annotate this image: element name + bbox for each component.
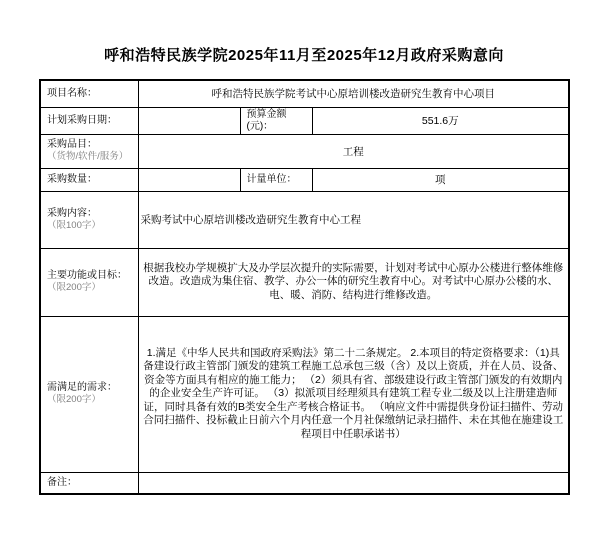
row-date-budget	[40, 107, 569, 134]
content-sublabel: （限100字）	[47, 219, 101, 231]
content-value: 采购考试中心原培训楼改造研究生教育中心工程	[138, 191, 569, 248]
function-goal-label-cell	[40, 248, 138, 316]
budget-value: 551.6万	[312, 107, 569, 134]
row-quantity-unit	[40, 168, 569, 191]
row-function-goal	[40, 248, 569, 316]
procurement-form-table	[39, 79, 570, 495]
requirements-sublabel: （限200字）	[47, 394, 101, 405]
category-label: 采购品目：	[47, 139, 97, 150]
remarks-label: 备注：	[40, 472, 138, 494]
remarks-value	[138, 472, 569, 494]
unit-value: 项	[312, 168, 569, 191]
unit-label: 计量单位：	[240, 168, 312, 191]
budget-label: 预算金额(元)：	[240, 107, 312, 134]
category-sublabel: （货物/软件/服务）	[47, 151, 129, 162]
category-value: 工程	[138, 134, 569, 168]
requirements-label: 需满足的需求：	[47, 382, 117, 393]
content-label: 采购内容：	[47, 207, 97, 219]
row-content	[40, 191, 569, 248]
quantity-value	[138, 168, 240, 191]
project-name-value: 呼和浩特民族学院考试中心原培训楼改造研究生教育中心项目	[138, 80, 569, 107]
function-goal-sublabel: （限200字）	[47, 282, 101, 293]
project-name-label: 项目名称：	[40, 80, 138, 107]
content-label-cell	[40, 191, 138, 248]
planned-date-label: 计划采购日期：	[40, 107, 138, 134]
row-project-name	[40, 80, 569, 107]
requirements-label-cell	[40, 316, 138, 472]
row-requirements	[40, 316, 569, 472]
function-goal-label: 主要功能或目标：	[47, 270, 127, 281]
planned-date-value	[138, 107, 240, 134]
document-title: 呼和浩特民族学院2025年11月至2025年12月政府采购意向	[104, 47, 504, 64]
function-goal-value: 根据我校办学规模扩大及办学层次提升的实际需要，计划对考试中心原办公楼进行整体维修改造。改造成为集住宿、教学、办公一体的研究生教育中心。对考试中心原办公楼的水、电、暖、消防、结构进行维修改造。	[138, 248, 569, 316]
row-category	[40, 134, 569, 168]
row-remarks	[40, 472, 569, 494]
quantity-label: 采购数量：	[40, 168, 138, 191]
category-label-cell	[40, 134, 138, 168]
requirements-value: 1.满足《中华人民共和国政府采购法》第二十二条规定。 2.本项目的特定资格要求：（1)具备建设行政主管部门颁发的建筑工程施工总承包三级（含）及以上资质，并在人员、设备、资金等方面具有相应的施工能力； （2）须具有省、部级建设行政主管部门颁发的有效期内的企业安全生产许可证。 （3）拟派项目经理须具有建筑工程专业二级及以上注册建造师证，同时具备有效的B类安全生产考核合格证书。 （响应文件中需提供身份证扫描件、劳动合同扫描件、投标截止日前六个月内任意一个月社保缴纳记录扫描件、未在其他在施建设工程项目中任职承诺书）	[138, 316, 569, 472]
